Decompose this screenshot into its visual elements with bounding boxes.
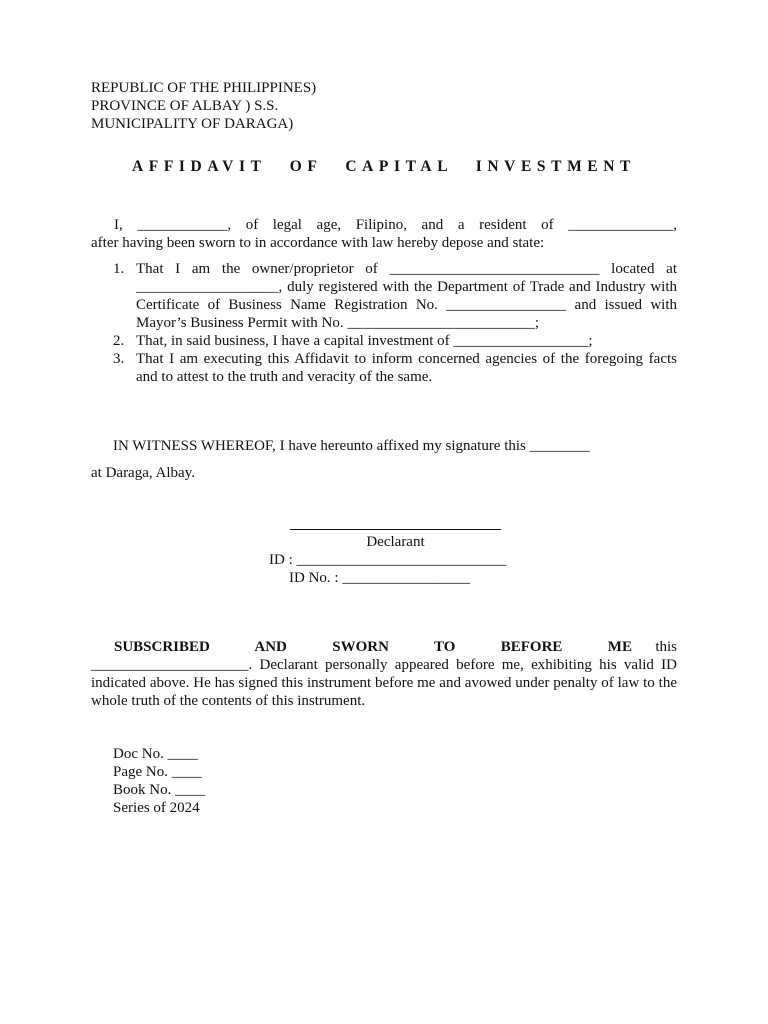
- series-year: Series of 2024: [113, 800, 200, 816]
- id-number-field: ID No. : _________________: [289, 570, 470, 586]
- statement-item-1: [113, 260, 677, 332]
- page-number: Page No. ____: [113, 764, 202, 780]
- header-republic: REPUBLIC OF THE PHILIPPINES): [91, 80, 317, 96]
- statement-text: That, in said business, I have a capital investment of __________________;: [136, 333, 593, 349]
- statement-number: 3.: [113, 351, 125, 367]
- jurat-paragraph: [91, 638, 677, 710]
- witness-clause: IN WITNESS WHEREOF, I have hereunto affixed my signature this ________: [113, 438, 590, 454]
- statement-text: That I am the owner/proprietor of ____________________________ located at ___________________, duly registered with the Department of Trade and Industry with Certificate of Business Name Registration No. ________________ and issued with Mayor’s Business Permit with No. _________________________;: [136, 261, 677, 331]
- intro-line-1: I, ____________, of legal age, Filipino, and a resident of ______________,: [114, 217, 677, 233]
- statement-item-3: [113, 350, 677, 386]
- jurat-first-line: [91, 638, 677, 656]
- id-field: ID : ____________________________: [269, 552, 507, 568]
- statement-text: That I am executing this Affidavit to inform concerned agencies of the foregoing facts and to attest to the truth and veracity of the same.: [136, 351, 677, 385]
- statement-list: [113, 260, 677, 386]
- document-title: AFFIDAVIT OF CAPITAL INVESTMENT: [132, 158, 636, 175]
- header-municipality: MUNICIPALITY OF DARAGA): [91, 116, 294, 132]
- declarant-label: Declarant: [366, 534, 425, 550]
- statement-number: 1.: [113, 261, 125, 277]
- statement-number: 2.: [113, 333, 125, 349]
- witness-location: at Daraga, Albay.: [91, 465, 195, 481]
- jurat-heading: SUBSCRIBED AND SWORN TO BEFORE ME: [114, 639, 632, 655]
- statement-item-2: [113, 332, 677, 350]
- doc-number: Doc No. ____: [113, 746, 198, 762]
- signature-line: [290, 529, 501, 530]
- jurat-body: _____________________. Declarant personally appeared before me, exhibiting his valid ID indicated above. He has signed this instrument before me and avowed under penalty of law to the whole truth of the contents of this instrument.: [91, 657, 677, 709]
- jurisdiction-header: [91, 79, 491, 133]
- intro-line-2: after having been sworn to in accordance with law hereby depose and state:: [91, 235, 545, 251]
- intro-paragraph: [91, 216, 677, 252]
- book-number: Book No. ____: [113, 782, 206, 798]
- notarial-register: [113, 745, 205, 817]
- jurat-this: this: [655, 639, 677, 655]
- header-province: PROVINCE OF ALBAY ) S.S.: [91, 98, 279, 114]
